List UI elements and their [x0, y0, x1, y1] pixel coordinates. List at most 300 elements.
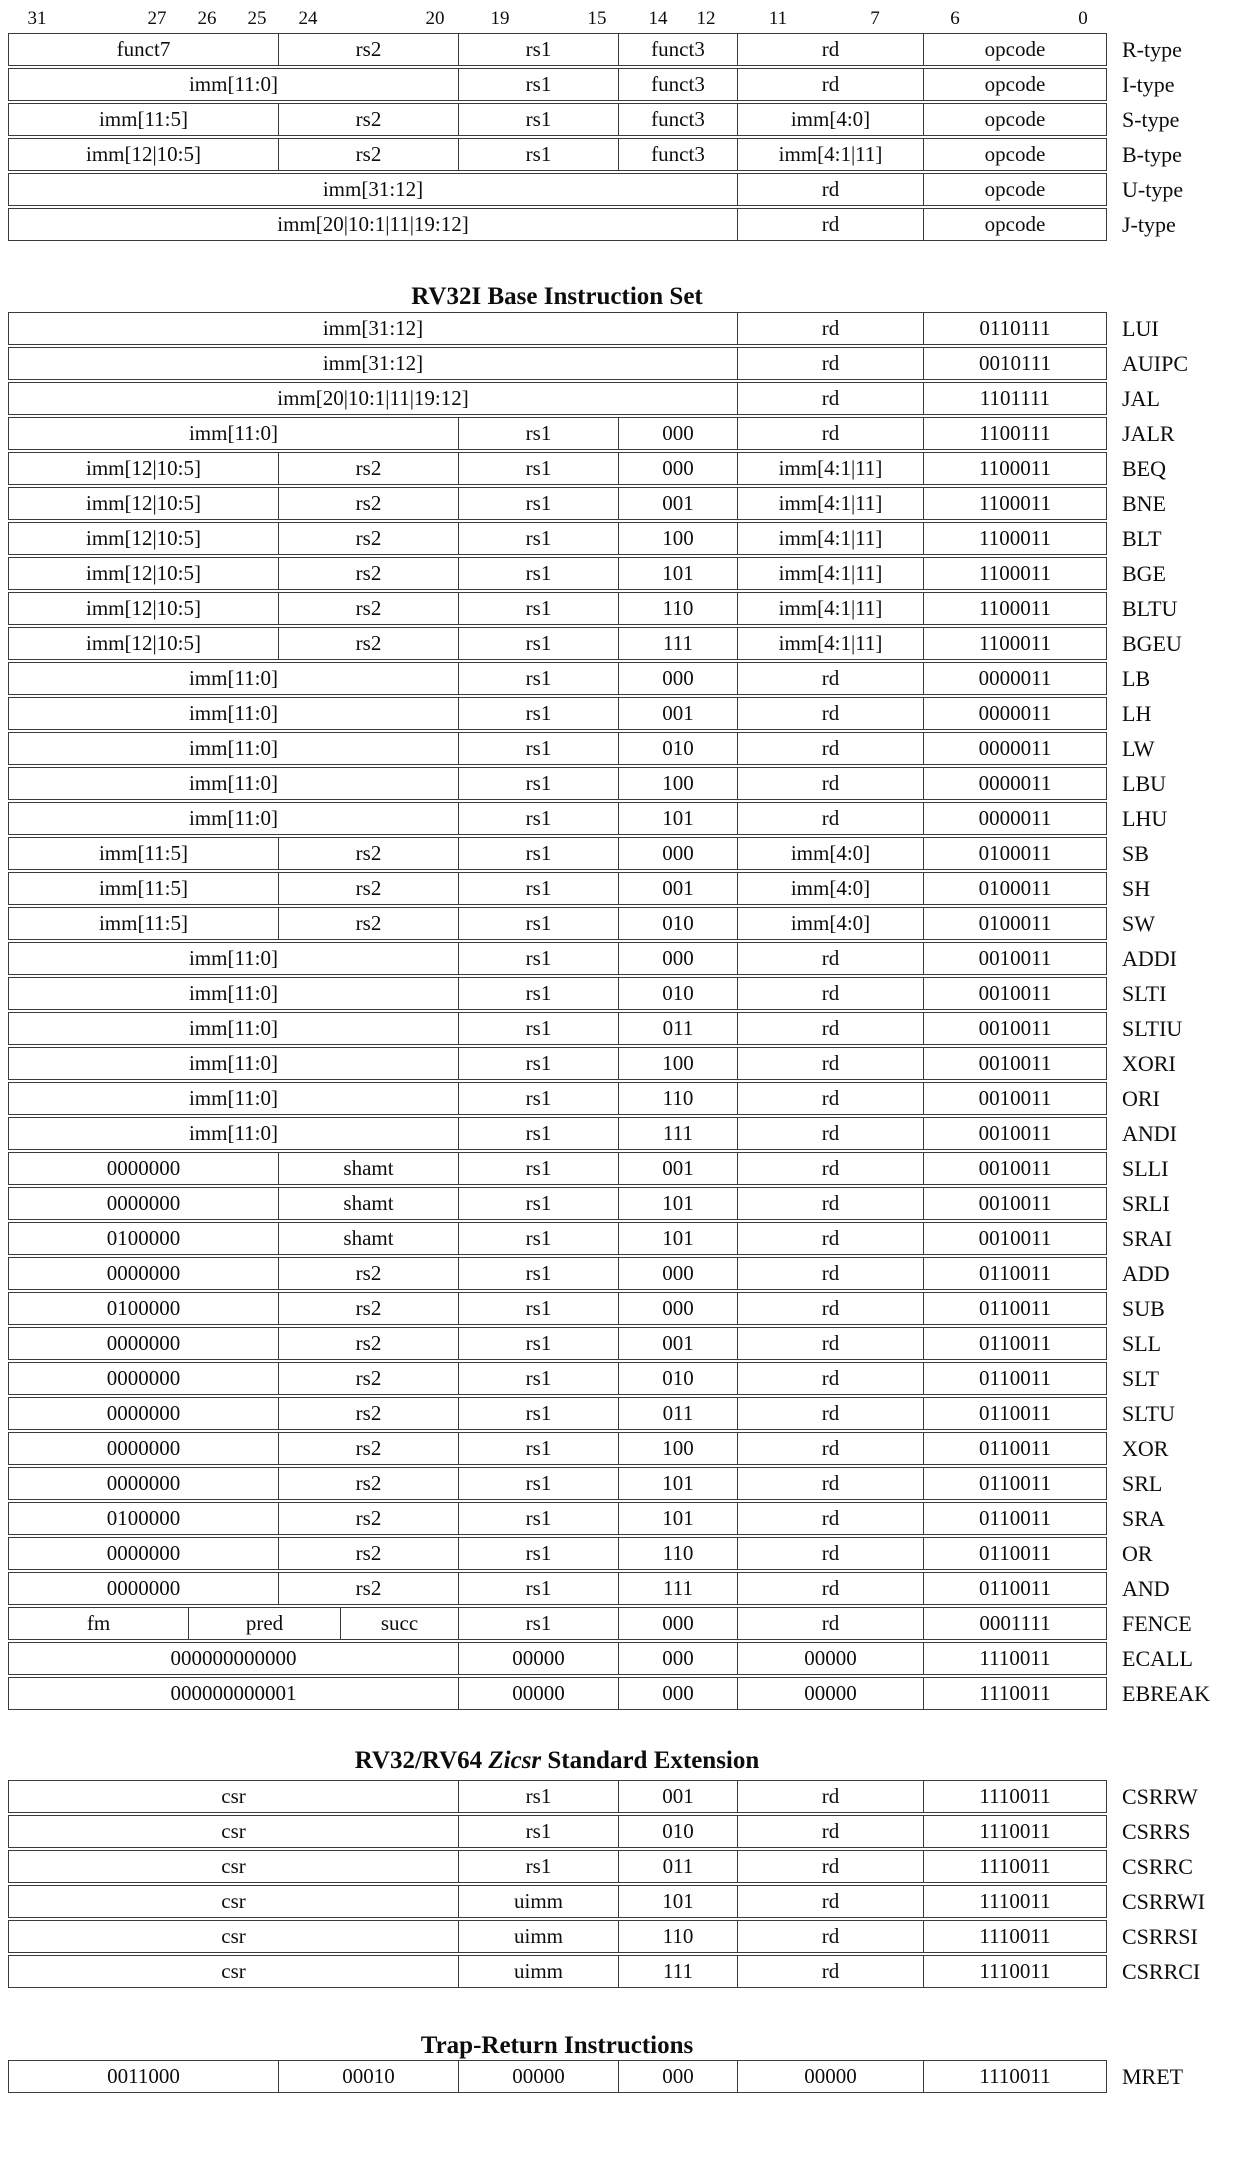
field-cell: rs1 [458, 802, 619, 835]
bit-number: 15 [587, 8, 607, 29]
zicsr-title-italic-part: Zicsr [488, 1747, 542, 1774]
field-cell: rd [737, 1432, 924, 1465]
field-cell: 1110011 [923, 1677, 1107, 1710]
format-row [8, 103, 1180, 136]
field-cell: rs2 [278, 1537, 459, 1570]
instruction-row [8, 1920, 1198, 1953]
field-cell: 0000000 [8, 1397, 279, 1430]
field-cell: 0000011 [923, 767, 1107, 800]
instruction-name: SLLI [1122, 1155, 1169, 1181]
field-cell: 0010011 [923, 1082, 1107, 1115]
field-cell: imm[11:0] [8, 1047, 459, 1080]
field-cell: rd [737, 1815, 924, 1848]
field-cell: 0000000 [8, 1257, 279, 1290]
field-cell: 011 [618, 1012, 738, 1045]
field-cell: 00000 [737, 2060, 924, 2093]
field-cell: 101 [618, 1502, 738, 1535]
field-cell: 000 [618, 417, 738, 450]
instruction-name: SB [1122, 840, 1149, 866]
field-cell: rd [737, 173, 924, 206]
zicsr-title-part: Standard Extension [541, 1747, 760, 1774]
field-cell: rs1 [458, 417, 619, 450]
bit-number: 25 [247, 8, 267, 29]
field-cell: 0010011 [923, 977, 1107, 1010]
field-cell: imm[12|10:5] [8, 557, 279, 590]
instruction-row [8, 802, 1168, 835]
instruction-row [8, 1502, 1165, 1535]
field-cell: 0110011 [923, 1432, 1107, 1465]
field-cell: imm[11:5] [8, 103, 279, 136]
field-cell: 0000000 [8, 1187, 279, 1220]
field-cell: rs1 [458, 1815, 619, 1848]
field-cell: rd [737, 33, 924, 66]
field-cell: imm[11:0] [8, 1012, 459, 1045]
field-cell: rd [737, 347, 924, 380]
instruction-row [8, 907, 1155, 940]
field-cell: 1100011 [923, 522, 1107, 555]
field-cell: 111 [618, 1955, 738, 1988]
instruction-row [8, 1780, 1198, 1813]
field-cell: rd [737, 1362, 924, 1395]
zicsr-instruction-table [0, 1780, 1252, 1990]
field-cell: imm[4:1|11] [737, 627, 924, 660]
instruction-row [8, 697, 1152, 730]
field-cell: rd [737, 942, 924, 975]
field-cell: 0100000 [8, 1502, 279, 1535]
instruction-name: CSRRS [1122, 1818, 1191, 1844]
instruction-row [8, 557, 1166, 590]
instruction-row [8, 767, 1166, 800]
instruction-row [8, 872, 1151, 905]
field-cell: rd [737, 417, 924, 450]
field-cell: csr [8, 1885, 459, 1918]
instruction-row [8, 1885, 1206, 1918]
field-cell: rd [737, 68, 924, 101]
field-cell: opcode [923, 208, 1107, 241]
instruction-name: SRAI [1122, 1225, 1173, 1251]
field-cell: rs1 [458, 1327, 619, 1360]
field-cell: 00010 [278, 2060, 459, 2093]
field-cell: rs2 [278, 557, 459, 590]
field-cell: funct3 [618, 103, 738, 136]
field-cell: 100 [618, 522, 738, 555]
field-cell: 00000 [458, 2060, 619, 2093]
field-cell: rd [737, 1850, 924, 1883]
field-cell: 000 [618, 1257, 738, 1290]
field-cell: imm[11:5] [8, 837, 279, 870]
field-cell: 0100011 [923, 907, 1107, 940]
field-cell: rs2 [278, 103, 459, 136]
field-cell: csr [8, 1955, 459, 1988]
field-cell: 101 [618, 1222, 738, 1255]
field-cell: 0100011 [923, 837, 1107, 870]
bit-number: 20 [425, 8, 445, 29]
field-cell: 000000000001 [8, 1677, 459, 1710]
field-cell: rs2 [278, 487, 459, 520]
field-cell: rs2 [278, 1327, 459, 1360]
field-cell: rd [737, 977, 924, 1010]
field-cell: 0110011 [923, 1397, 1107, 1430]
bit-number: 0 [1078, 8, 1088, 29]
field-cell: rs1 [458, 68, 619, 101]
format-row [8, 68, 1175, 101]
instruction-name: BLTU [1122, 595, 1178, 621]
field-cell: rd [737, 1292, 924, 1325]
field-cell: imm[11:0] [8, 977, 459, 1010]
field-cell: 1110011 [923, 1955, 1107, 1988]
field-cell: imm[4:1|11] [737, 522, 924, 555]
field-cell: rd [737, 208, 924, 241]
field-cell: rd [737, 1152, 924, 1185]
field-cell: imm[11:0] [8, 942, 459, 975]
instruction-name: BEQ [1122, 455, 1166, 481]
instruction-name: JAL [1122, 385, 1160, 411]
field-cell: imm[11:5] [8, 872, 279, 905]
field-cell: rd [737, 312, 924, 345]
format-row [8, 33, 1182, 66]
field-cell: 1100011 [923, 557, 1107, 590]
field-cell: rs1 [458, 33, 619, 66]
instruction-row [8, 942, 1177, 975]
field-cell: 0000011 [923, 697, 1107, 730]
instruction-name: SH [1122, 875, 1151, 901]
field-cell: imm[11:0] [8, 732, 459, 765]
field-cell: rd [737, 1012, 924, 1045]
field-cell: 100 [618, 1432, 738, 1465]
field-cell: rs1 [458, 1257, 619, 1290]
bit-number: 24 [298, 8, 318, 29]
field-cell: rd [737, 1780, 924, 1813]
field-cell: 010 [618, 1815, 738, 1848]
field-cell: 0110011 [923, 1327, 1107, 1360]
field-cell: 0110111 [923, 312, 1107, 345]
field-cell: 000 [618, 452, 738, 485]
instruction-name: BGEU [1122, 630, 1182, 656]
field-cell: rs1 [458, 1117, 619, 1150]
field-cell: csr [8, 1850, 459, 1883]
field-cell: imm[31:12] [8, 173, 738, 206]
field-cell: 010 [618, 732, 738, 765]
field-cell: imm[11:5] [8, 907, 279, 940]
bit-number: 27 [147, 8, 167, 29]
field-cell: imm[4:0] [737, 872, 924, 905]
bit-ruler [0, 7, 1252, 31]
field-cell: 1101111 [923, 382, 1107, 415]
instruction-row [8, 627, 1182, 660]
instruction-row [8, 1012, 1183, 1045]
field-cell: 1100011 [923, 452, 1107, 485]
instruction-name: LB [1122, 665, 1151, 691]
field-cell: rs2 [278, 1292, 459, 1325]
field-cell: rd [737, 1572, 924, 1605]
field-cell: rs1 [458, 1537, 619, 1570]
instruction-row [8, 312, 1159, 345]
instruction-name: LH [1122, 700, 1152, 726]
field-cell: rs2 [278, 522, 459, 555]
field-cell: rs2 [278, 1397, 459, 1430]
instruction-name: BNE [1122, 490, 1166, 516]
field-cell: csr [8, 1815, 459, 1848]
field-cell: rd [737, 1920, 924, 1953]
instruction-row [8, 1607, 1192, 1640]
bit-number: 12 [696, 8, 716, 29]
field-cell: opcode [923, 138, 1107, 171]
field-cell: rd [737, 1187, 924, 1220]
field-cell: rs1 [458, 1047, 619, 1080]
instruction-name: R-type [1122, 36, 1182, 62]
instruction-name: LW [1122, 735, 1155, 761]
field-cell: 101 [618, 1467, 738, 1500]
field-cell: uimm [458, 1920, 619, 1953]
field-cell: 101 [618, 1885, 738, 1918]
field-cell: 111 [618, 627, 738, 660]
format-row [8, 208, 1176, 241]
field-cell: imm[12|10:5] [8, 592, 279, 625]
field-cell: imm[11:0] [8, 1117, 459, 1150]
field-cell: 0000000 [8, 1362, 279, 1395]
field-cell: rs1 [458, 1572, 619, 1605]
instruction-row [8, 452, 1166, 485]
rv32i-section-title: RV32I Base Instruction Set [411, 283, 703, 310]
instruction-row [8, 837, 1149, 870]
bit-number: 11 [768, 8, 788, 29]
instruction-name: XORI [1122, 1050, 1176, 1076]
instruction-row [8, 2060, 1184, 2093]
field-cell: 000 [618, 1677, 738, 1710]
field-cell: imm[31:12] [8, 347, 738, 380]
field-cell: 000 [618, 837, 738, 870]
field-cell: 001 [618, 1152, 738, 1185]
field-cell: rs1 [458, 907, 619, 940]
field-cell: csr [8, 1920, 459, 1953]
field-cell: 0110011 [923, 1502, 1107, 1535]
field-cell: 0010111 [923, 347, 1107, 380]
instruction-name: SRA [1122, 1505, 1165, 1531]
field-cell: rs2 [278, 907, 459, 940]
field-cell: shamt [278, 1187, 459, 1220]
instruction-name: JALR [1122, 420, 1175, 446]
instruction-row [8, 382, 1160, 415]
field-cell: 0010011 [923, 942, 1107, 975]
instruction-name: CSRRWI [1122, 1888, 1206, 1914]
field-cell: rd [737, 767, 924, 800]
field-cell: 111 [618, 1572, 738, 1605]
field-cell: 0110011 [923, 1257, 1107, 1290]
field-cell: imm[20|10:1|11|19:12] [8, 208, 738, 241]
field-cell: rs1 [458, 767, 619, 800]
field-cell: 0100000 [8, 1292, 279, 1325]
field-cell: 1100111 [923, 417, 1107, 450]
instruction-row [8, 1815, 1191, 1848]
instruction-row [8, 1432, 1169, 1465]
field-cell: rs1 [458, 1467, 619, 1500]
instruction-row [8, 1292, 1165, 1325]
field-cell: 0100011 [923, 872, 1107, 905]
format-row [8, 138, 1182, 171]
field-cell: rs2 [278, 872, 459, 905]
field-cell: 001 [618, 487, 738, 520]
instruction-name: SLL [1122, 1330, 1162, 1356]
instruction-name: SLTI [1122, 980, 1167, 1006]
instruction-name: SRLI [1122, 1190, 1170, 1216]
field-cell: 1110011 [923, 2060, 1107, 2093]
field-cell: rs1 [458, 138, 619, 171]
bit-number: 31 [27, 8, 47, 29]
instruction-row [8, 1955, 1201, 1988]
field-cell: 1110011 [923, 1780, 1107, 1813]
instruction-row [8, 1572, 1170, 1605]
field-cell: imm[4:0] [737, 837, 924, 870]
instruction-formats-table [0, 33, 1252, 243]
field-cell: rd [737, 1607, 924, 1640]
field-cell: rs1 [458, 1082, 619, 1115]
field-cell: 0110011 [923, 1572, 1107, 1605]
instruction-name: LHU [1122, 805, 1168, 831]
field-cell: rd [737, 1502, 924, 1535]
field-cell: imm[12|10:5] [8, 522, 279, 555]
field-cell: 00000 [458, 1642, 619, 1675]
field-cell: imm[20|10:1|11|19:12] [8, 382, 738, 415]
zicsr-section-title [355, 1747, 760, 1775]
field-cell: 110 [618, 1920, 738, 1953]
field-cell: 0010011 [923, 1012, 1107, 1045]
instruction-name: XOR [1122, 1435, 1169, 1461]
instruction-row [8, 1082, 1160, 1115]
field-cell: rd [737, 732, 924, 765]
bit-number: 19 [490, 8, 510, 29]
instruction-row [8, 417, 1175, 450]
instruction-row [8, 732, 1155, 765]
field-cell: 00000 [737, 1642, 924, 1675]
field-cell: imm[4:1|11] [737, 487, 924, 520]
field-cell: shamt [278, 1152, 459, 1185]
field-cell: 111 [618, 1117, 738, 1150]
field-cell: imm[12|10:5] [8, 138, 279, 171]
instruction-name: SUB [1122, 1295, 1165, 1321]
field-cell: rs1 [458, 557, 619, 590]
instruction-row [8, 977, 1167, 1010]
field-cell: 0000011 [923, 732, 1107, 765]
instruction-row [8, 1187, 1170, 1220]
field-cell: 0000000 [8, 1152, 279, 1185]
field-cell: 101 [618, 1187, 738, 1220]
field-cell: rs1 [458, 697, 619, 730]
field-cell: imm[4:1|11] [737, 557, 924, 590]
instruction-name: ADD [1122, 1260, 1170, 1286]
instruction-name: CSRRCI [1122, 1958, 1201, 1984]
instruction-row [8, 1537, 1153, 1570]
instruction-name: AND [1122, 1575, 1170, 1601]
instruction-name: ADDI [1122, 945, 1177, 971]
trap-return-instruction-table [0, 2060, 1252, 2095]
field-cell: 110 [618, 592, 738, 625]
field-cell: 001 [618, 1327, 738, 1360]
instruction-row [8, 592, 1178, 625]
field-cell: opcode [923, 173, 1107, 206]
field-cell: 100 [618, 767, 738, 800]
field-cell: rd [737, 697, 924, 730]
field-cell: rs2 [278, 1432, 459, 1465]
field-cell: 0000000 [8, 1432, 279, 1465]
field-cell: rs1 [458, 872, 619, 905]
field-cell: rs2 [278, 138, 459, 171]
field-cell: 1100011 [923, 487, 1107, 520]
field-cell: imm[11:0] [8, 767, 459, 800]
field-cell: rs1 [458, 1502, 619, 1535]
field-cell: imm[4:1|11] [737, 138, 924, 171]
instruction-row [8, 1677, 1210, 1710]
field-cell: 0010011 [923, 1047, 1107, 1080]
field-cell: rd [737, 1257, 924, 1290]
field-cell: 000 [618, 1292, 738, 1325]
field-cell: imm[12|10:5] [8, 627, 279, 660]
instruction-name: LUI [1122, 315, 1159, 341]
field-cell: rs1 [458, 732, 619, 765]
instruction-name: SLTU [1122, 1400, 1175, 1426]
field-cell: rs1 [458, 1432, 619, 1465]
field-cell: 0010011 [923, 1117, 1107, 1150]
field-cell: imm[11:0] [8, 1082, 459, 1115]
field-cell: imm[4:0] [737, 103, 924, 136]
field-cell: pred [188, 1607, 341, 1640]
rv32i-instruction-table [0, 312, 1252, 1712]
field-cell: 00000 [737, 1677, 924, 1710]
field-cell: rs1 [458, 627, 619, 660]
field-cell: rd [737, 802, 924, 835]
field-cell: 0110011 [923, 1362, 1107, 1395]
field-cell: funct3 [618, 68, 738, 101]
field-cell: 0000000 [8, 1467, 279, 1500]
instruction-name: I-type [1122, 71, 1175, 97]
field-cell: rs1 [458, 452, 619, 485]
field-cell: imm[4:1|11] [737, 452, 924, 485]
field-cell: rd [737, 1467, 924, 1500]
field-cell: 000000000000 [8, 1642, 459, 1675]
instruction-name: SLT [1122, 1365, 1160, 1391]
field-cell: imm[12|10:5] [8, 452, 279, 485]
instruction-row [8, 522, 1162, 555]
field-cell: 0000000 [8, 1572, 279, 1605]
field-cell: imm[31:12] [8, 312, 738, 345]
field-cell: 1110011 [923, 1850, 1107, 1883]
field-cell: succ [340, 1607, 459, 1640]
field-cell: rs1 [458, 1152, 619, 1185]
field-cell: imm[11:0] [8, 417, 459, 450]
instruction-name: SW [1122, 910, 1155, 936]
field-cell: funct3 [618, 33, 738, 66]
instruction-name: J-type [1122, 211, 1176, 237]
field-cell: 001 [618, 697, 738, 730]
instruction-name: MRET [1122, 2063, 1184, 2089]
format-row [8, 173, 1184, 206]
field-cell: rs1 [458, 1187, 619, 1220]
instruction-name: FENCE [1122, 1610, 1192, 1636]
instruction-row [8, 1642, 1193, 1675]
field-cell: imm[11:0] [8, 662, 459, 695]
field-cell: 0010011 [923, 1222, 1107, 1255]
field-cell: 000 [618, 1607, 738, 1640]
instruction-name: BGE [1122, 560, 1166, 586]
field-cell: rs1 [458, 1292, 619, 1325]
field-cell: rd [737, 1397, 924, 1430]
field-cell: imm[11:0] [8, 68, 459, 101]
field-cell: 1110011 [923, 1815, 1107, 1848]
field-cell: 001 [618, 1780, 738, 1813]
field-cell: rd [737, 1955, 924, 1988]
field-cell: 100 [618, 1047, 738, 1080]
field-cell: imm[4:0] [737, 907, 924, 940]
field-cell: rs1 [458, 1362, 619, 1395]
